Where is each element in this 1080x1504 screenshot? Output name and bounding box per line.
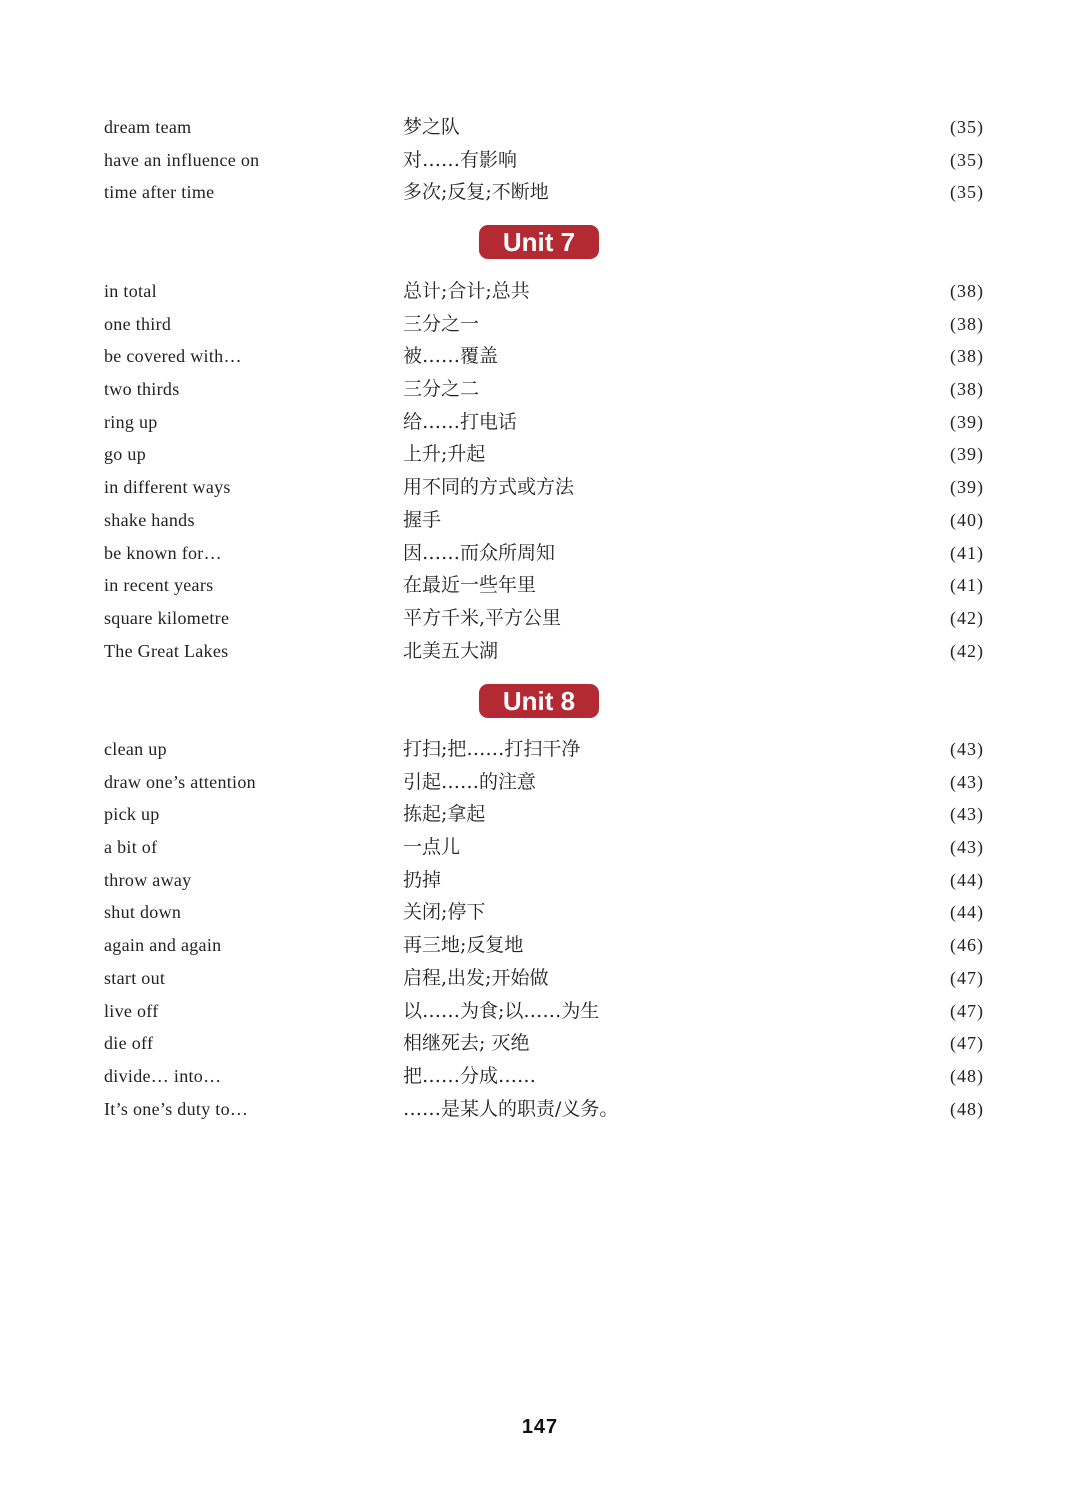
chinese-meaning: 上升;升起 (403, 443, 486, 466)
page-reference: (38) (950, 313, 984, 334)
phrase-row (0, 373, 1080, 406)
chinese-meaning: 握手 (403, 508, 442, 531)
phrase-row (0, 1093, 1080, 1126)
page-reference: (39) (950, 411, 984, 432)
chinese-meaning: 关闭;停下 (403, 901, 486, 924)
phrase-row (0, 766, 1080, 799)
phrase-row (0, 340, 1080, 373)
page-reference: (44) (950, 869, 984, 890)
chinese-meaning: ……是某人的职责/义务。 (403, 1097, 619, 1120)
phrase-row (0, 471, 1080, 504)
chinese-meaning: 扔掉 (403, 868, 442, 891)
english-phrase: live off (104, 1000, 159, 1021)
chinese-meaning: 启程,出发;开始做 (403, 966, 549, 989)
phrase-row (0, 929, 1080, 962)
english-phrase: clean up (104, 739, 167, 759)
page-reference: (46) (950, 935, 984, 956)
chinese-meaning: 北美五大湖 (403, 639, 499, 662)
phrase-row (0, 438, 1080, 471)
phrase-row (0, 995, 1080, 1028)
phrase-section-unit6-continued (0, 111, 1080, 209)
page-reference: (42) (950, 640, 984, 661)
chinese-meaning: 拣起;拿起 (403, 803, 486, 826)
chinese-meaning: 对……有影响 (403, 148, 518, 171)
page-reference: (44) (950, 902, 984, 923)
page-reference: (38) (950, 346, 984, 367)
english-phrase: one third (104, 313, 172, 334)
phrase-row (0, 635, 1080, 668)
chinese-meaning: 多次;反复;不断地 (403, 181, 549, 204)
unit-7-heading: Unit 7 (479, 225, 599, 259)
page-reference: (41) (950, 575, 984, 596)
english-phrase: The Great Lakes (104, 640, 229, 661)
chinese-meaning: 相继死去; 灭绝 (403, 1032, 530, 1055)
english-phrase: be known for… (104, 542, 222, 563)
phrase-row (0, 308, 1080, 341)
page-reference: (43) (950, 771, 984, 792)
english-phrase: in recent years (104, 575, 214, 596)
page-reference: (47) (950, 1000, 984, 1021)
english-phrase: start out (104, 967, 166, 988)
english-phrase: ring up (104, 411, 158, 432)
chinese-meaning: 用不同的方式或方法 (403, 476, 575, 499)
english-phrase: shut down (104, 902, 182, 923)
chinese-meaning: 打扫;把……打扫干净 (403, 738, 581, 760)
chinese-meaning: 三分之二 (403, 378, 480, 401)
page-reference: (42) (950, 607, 984, 628)
page-reference: (43) (950, 739, 984, 759)
english-phrase: two thirds (104, 379, 180, 400)
english-phrase: go up (104, 444, 146, 465)
chinese-meaning: 被……覆盖 (403, 345, 499, 368)
english-phrase: divide… into… (104, 1065, 222, 1086)
phrase-row (0, 831, 1080, 864)
phrase-row (0, 504, 1080, 537)
english-phrase: dream team (104, 117, 192, 137)
phrase-row (0, 798, 1080, 831)
page-reference: (43) (950, 837, 984, 858)
phrase-row (0, 602, 1080, 635)
page-reference: (38) (950, 281, 984, 301)
english-phrase: again and again (104, 935, 222, 956)
page-reference: (48) (950, 1098, 984, 1119)
page-reference: (35) (950, 149, 984, 170)
chinese-meaning: 三分之一 (403, 312, 480, 335)
chinese-meaning: 再三地;反复地 (403, 934, 524, 957)
chinese-meaning: 在最近一些年里 (403, 574, 537, 597)
chinese-meaning: 平方千米,平方公里 (403, 606, 562, 629)
english-phrase: a bit of (104, 837, 158, 858)
page-reference: (38) (950, 379, 984, 400)
chinese-meaning: 梦之队 (403, 116, 461, 138)
phrase-row (0, 569, 1080, 602)
chinese-meaning: 把……分成…… (403, 1064, 537, 1087)
page-reference: (48) (950, 1065, 984, 1086)
english-phrase: have an influence on (104, 149, 260, 170)
english-phrase: throw away (104, 869, 192, 890)
page-reference: (43) (950, 804, 984, 825)
phrase-row (0, 1027, 1080, 1060)
chinese-meaning: 以……为食;以……为生 (403, 999, 600, 1022)
chinese-meaning: 因……而众所周知 (403, 541, 556, 564)
english-phrase: time after time (104, 182, 215, 203)
page-reference: (39) (950, 444, 984, 465)
phrase-row (0, 864, 1080, 897)
phrase-section-unit8 (0, 733, 1080, 1125)
phrase-row (0, 406, 1080, 439)
page-reference: (35) (950, 182, 984, 203)
phrase-row (0, 962, 1080, 995)
phrase-row (0, 1060, 1080, 1093)
chinese-meaning: 引起……的注意 (403, 770, 537, 793)
english-phrase: It’s one’s duty to… (104, 1098, 249, 1119)
english-phrase: square kilometre (104, 607, 230, 628)
chinese-meaning: 给……打电话 (403, 410, 518, 433)
page-reference: (35) (950, 117, 984, 137)
phrase-section-unit7 (0, 275, 1080, 667)
chinese-meaning: 总计;合计;总共 (403, 280, 530, 302)
page-reference: (39) (950, 477, 984, 498)
page-reference: (47) (950, 1033, 984, 1054)
english-phrase: be covered with… (104, 346, 242, 367)
english-phrase: shake hands (104, 509, 195, 530)
phrase-row (0, 275, 1080, 308)
page-number: 147 (521, 1416, 559, 1438)
english-phrase: pick up (104, 804, 160, 825)
phrase-row (0, 111, 1080, 144)
phrase-row (0, 896, 1080, 929)
phrase-row (0, 176, 1080, 209)
page-reference: (40) (950, 509, 984, 530)
unit-8-heading: Unit 8 (479, 684, 599, 718)
english-phrase: draw one’s attention (104, 771, 256, 792)
page-reference: (47) (950, 967, 984, 988)
chinese-meaning: 一点儿 (403, 836, 461, 859)
page-reference: (41) (950, 542, 984, 563)
english-phrase: die off (104, 1033, 154, 1054)
phrase-row (0, 144, 1080, 177)
english-phrase: in different ways (104, 477, 231, 498)
phrase-row (0, 733, 1080, 766)
english-phrase: in total (104, 281, 157, 301)
phrase-row (0, 537, 1080, 570)
